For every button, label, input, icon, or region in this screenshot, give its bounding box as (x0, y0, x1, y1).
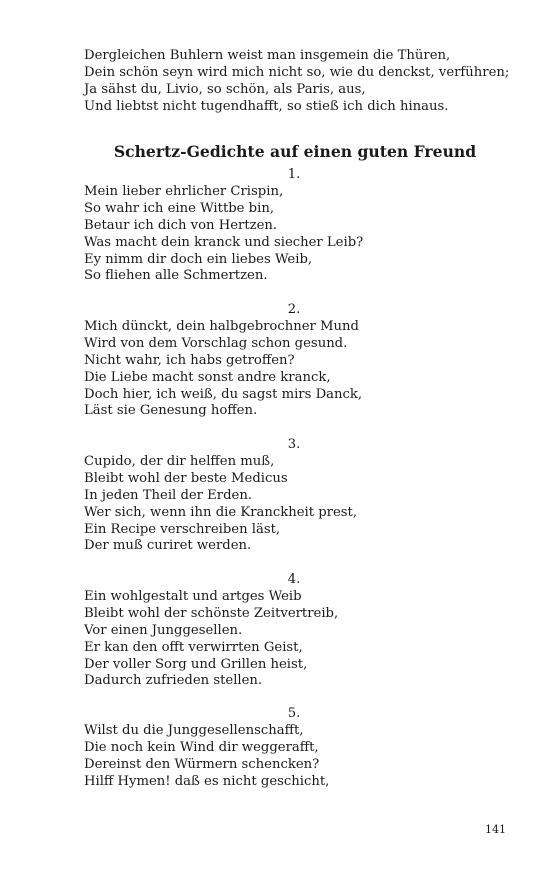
verse-line: Läst sie Genesung hoffen. (84, 403, 258, 419)
verse-line: Hilff Hymen! daß es nicht geschicht, (84, 773, 330, 789)
stanza-1 (84, 167, 504, 285)
verse-line: Ein wohlgestalt und artges Weib (84, 588, 302, 604)
verse-line: Mein lieber ehrlicher Crispin, (84, 183, 284, 199)
verse-line: Betaur ich dich von Hertzen. (84, 217, 278, 233)
intro-verse (84, 48, 510, 116)
page-number: 141 (485, 823, 506, 836)
verse-line: Die noch kein Wind dir weggerafft, (84, 739, 319, 755)
stanza-2 (84, 302, 504, 420)
stanza-3 (84, 437, 504, 555)
stanza-5 (84, 706, 504, 791)
verse-line: Die Liebe macht sonst andre kranck, (84, 369, 331, 385)
verse-line: Der muß curiret werden. (84, 538, 252, 554)
stanza-4 (84, 572, 504, 690)
verse-line: Cupido, der dir helffen muß, (84, 453, 275, 469)
verse-line: Dadurch zufrieden stellen. (84, 673, 263, 689)
verse-line: Bleibt wohl der schönste Zeitvertreib, (84, 605, 339, 621)
verse-line: Und liebtst nicht tugendhafft, so stieß ich dich hinaus. (84, 98, 449, 114)
stanza-number: 5. (287, 706, 301, 721)
verse-line: Bleibt wohl der beste Medicus (84, 470, 288, 486)
verse-line: Dereinst den Würmern schencken? (84, 756, 320, 772)
verse-line: Dergleichen Buhlern weist man insgemein die Thüren, (84, 48, 451, 63)
verse-line: Ein Recipe verschreiben läst, (84, 521, 281, 537)
verse-line: Was macht dein kranck und siecher Leib? (84, 234, 364, 250)
verse-line: Ja sähst du, Livio, so schön, als Paris, aus, (84, 81, 366, 97)
verse-line: Mich dünckt, dein halbgebrochner Mund (84, 318, 359, 334)
stanza-number: 3. (287, 437, 301, 452)
verse-line: Nicht wahr, ich habs getroffen? (84, 352, 295, 368)
verse-line: Wird von dem Vorschlag schon gesund. (84, 335, 348, 351)
verse-line: In jeden Theil der Erden. (84, 487, 253, 503)
verse-line: Dein schön seyn wird mich nicht so, wie du denckst, verführen; (84, 64, 510, 80)
stanza-number: 4. (287, 572, 301, 587)
verse-line: Vor einen Junggesellen. (84, 622, 243, 638)
verse-line: Wer sich, wenn ihn die Kranckheit prest, (84, 504, 358, 520)
poem-title: Schertz-Gedichte auf einen guten Freund (113, 142, 477, 161)
verse-line: So wahr ich eine Wittbe bin, (84, 200, 275, 216)
verse-line: So fliehen alle Schmertzen. (84, 268, 268, 284)
verse-line: Der voller Sorg und Grillen heist, (84, 656, 308, 672)
verse-line: Er kan den offt verwirrten Geist, (84, 639, 303, 655)
verse-line: Ey nimm dir doch ein liebes Weib, (84, 251, 313, 267)
verse-line: Doch hier, ich weiß, du sagst mirs Danck, (84, 386, 363, 402)
stanza-number: 2. (287, 302, 301, 317)
verse-line: Wilst du die Junggesellenschafft, (84, 722, 304, 738)
stanza-number: 1. (287, 167, 301, 182)
